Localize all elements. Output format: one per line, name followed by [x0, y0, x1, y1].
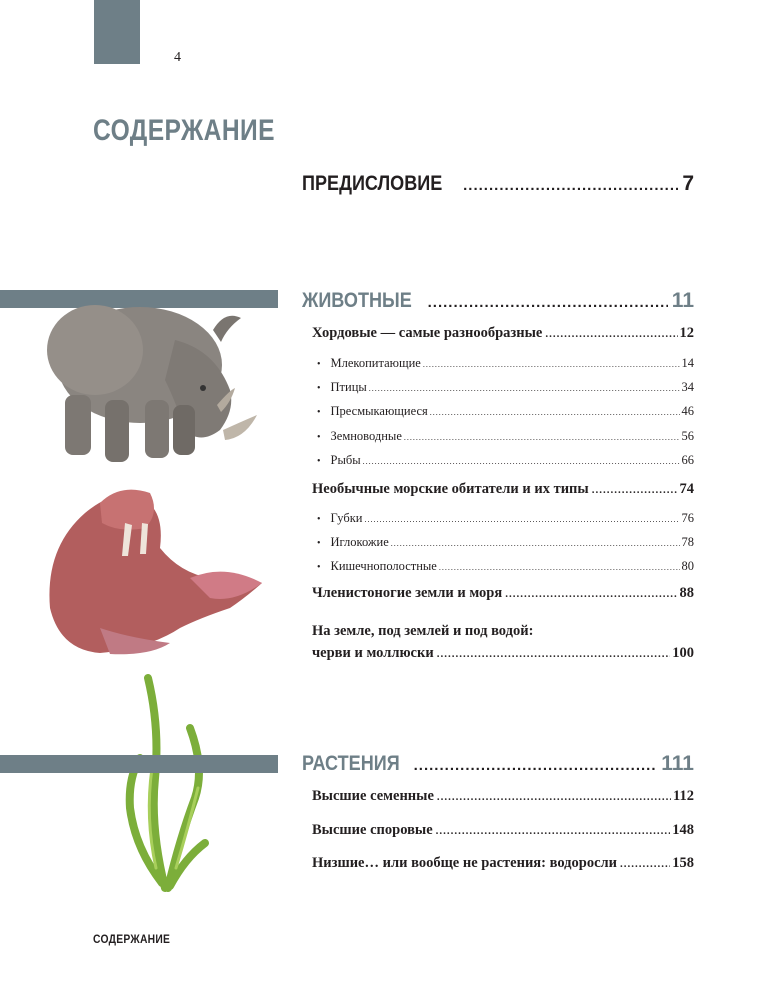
toc-plants[interactable] — [302, 752, 694, 776]
entry-page: 14 — [681, 356, 694, 370]
toc-sub-item[interactable] — [317, 404, 694, 419]
entry-label: Млекопитающие — [330, 356, 421, 370]
entry-page: 112 — [673, 788, 694, 804]
entry-label: Пресмыкающиеся — [330, 404, 428, 418]
entry-page: 34 — [681, 380, 694, 394]
entry-page: 46 — [681, 404, 694, 418]
leader-dots — [369, 384, 680, 393]
toc-arthropods[interactable] — [312, 585, 694, 602]
bullet-icon: • — [317, 538, 321, 549]
leader-dots — [423, 360, 680, 369]
section-page: 7 — [682, 172, 694, 195]
entry-page: 148 — [672, 822, 694, 838]
leader-dots — [439, 563, 680, 572]
entry-label-line1: На земле, под землей и под водой: — [312, 623, 534, 639]
toc-preface[interactable] — [302, 172, 694, 196]
toc-sub-item[interactable] — [317, 380, 694, 395]
bullet-icon: • — [317, 359, 321, 370]
entry-label: Птицы — [330, 380, 367, 394]
entry-page: 100 — [672, 645, 694, 661]
entry-label: Членистоногие земли и моря — [312, 585, 503, 601]
running-footer: СОДЕРЖАНИЕ — [93, 932, 171, 946]
section-band-plants — [0, 755, 278, 773]
entry-label: Иглокожие — [330, 535, 389, 549]
entry-label: Губки — [330, 511, 363, 525]
toc-animals[interactable] — [302, 289, 694, 313]
bullet-icon: • — [317, 514, 321, 525]
entry-page: 76 — [681, 511, 694, 525]
leader-dots — [620, 858, 670, 870]
bullet-icon: • — [317, 407, 321, 418]
leader-dots — [436, 825, 671, 837]
bullet-icon: • — [317, 432, 321, 443]
page-number: 4 — [174, 50, 181, 65]
page-title: СОДЕРЖАНИЕ — [93, 114, 275, 147]
entry-page: 12 — [679, 325, 694, 341]
leader-dots — [437, 791, 671, 803]
leader-dots — [364, 515, 679, 524]
corner-tab — [94, 0, 140, 64]
section-page: 11 — [671, 289, 694, 312]
leader-dots — [414, 757, 658, 774]
entry-label-line2: черви и моллюски — [312, 645, 434, 661]
entry-page: 80 — [681, 559, 694, 573]
leader-dots — [363, 457, 680, 466]
toc-sub-item[interactable] — [317, 356, 694, 371]
section-label: РАСТЕНИЯ — [302, 752, 400, 775]
section-label: ЖИВОТНЫЕ — [302, 289, 412, 312]
entry-label: Необычные морские обитатели и их типы — [312, 481, 589, 497]
leader-dots — [437, 643, 671, 665]
toc-sub-item[interactable] — [317, 535, 694, 550]
bullet-icon: • — [317, 456, 321, 467]
rhinoceros-illustration — [35, 270, 260, 470]
entry-label: Низшие… или вообще не растения: водоросли — [312, 855, 617, 871]
entry-label: Кишечнополостные — [330, 559, 437, 573]
leader-dots — [391, 539, 680, 548]
entry-label: Высшие семенные — [312, 788, 434, 804]
toc-plants-item[interactable] — [312, 822, 694, 839]
toc-marine[interactable] — [312, 481, 694, 498]
entry-label: Высшие споровые — [312, 822, 433, 838]
leader-dots — [463, 177, 678, 194]
seaweed-illustration — [110, 668, 215, 893]
section-label: ПРЕДИСЛОВИЕ — [302, 172, 443, 195]
leader-dots — [428, 294, 668, 311]
leader-dots — [505, 588, 677, 600]
bullet-icon: • — [317, 383, 321, 394]
entry-label: Хордовые — самые разнообразные — [312, 325, 543, 341]
entry-page: 66 — [681, 453, 694, 467]
toc-plants-item[interactable] — [312, 788, 694, 805]
toc-chordates[interactable] — [312, 325, 694, 342]
entry-page: 78 — [681, 535, 694, 549]
toc-sub-item[interactable] — [317, 429, 694, 444]
leader-dots — [592, 484, 678, 496]
toc-worms[interactable] — [312, 620, 694, 665]
walrus-illustration — [40, 478, 265, 663]
entry-label: Рыбы — [330, 453, 361, 467]
toc-plants-item[interactable] — [312, 855, 694, 872]
entry-page: 158 — [672, 855, 694, 871]
leader-dots — [545, 328, 677, 340]
entry-label: Земноводные — [330, 429, 402, 443]
leader-dots — [404, 433, 680, 442]
bullet-icon: • — [317, 562, 321, 573]
toc-sub-item[interactable] — [317, 453, 694, 468]
toc-sub-item[interactable] — [317, 559, 694, 574]
entry-page: 88 — [679, 585, 694, 601]
toc-sub-item[interactable] — [317, 511, 694, 526]
entry-page: 56 — [681, 429, 694, 443]
leader-dots — [430, 408, 680, 417]
section-page: 111 — [661, 752, 694, 775]
entry-page: 74 — [679, 481, 694, 497]
